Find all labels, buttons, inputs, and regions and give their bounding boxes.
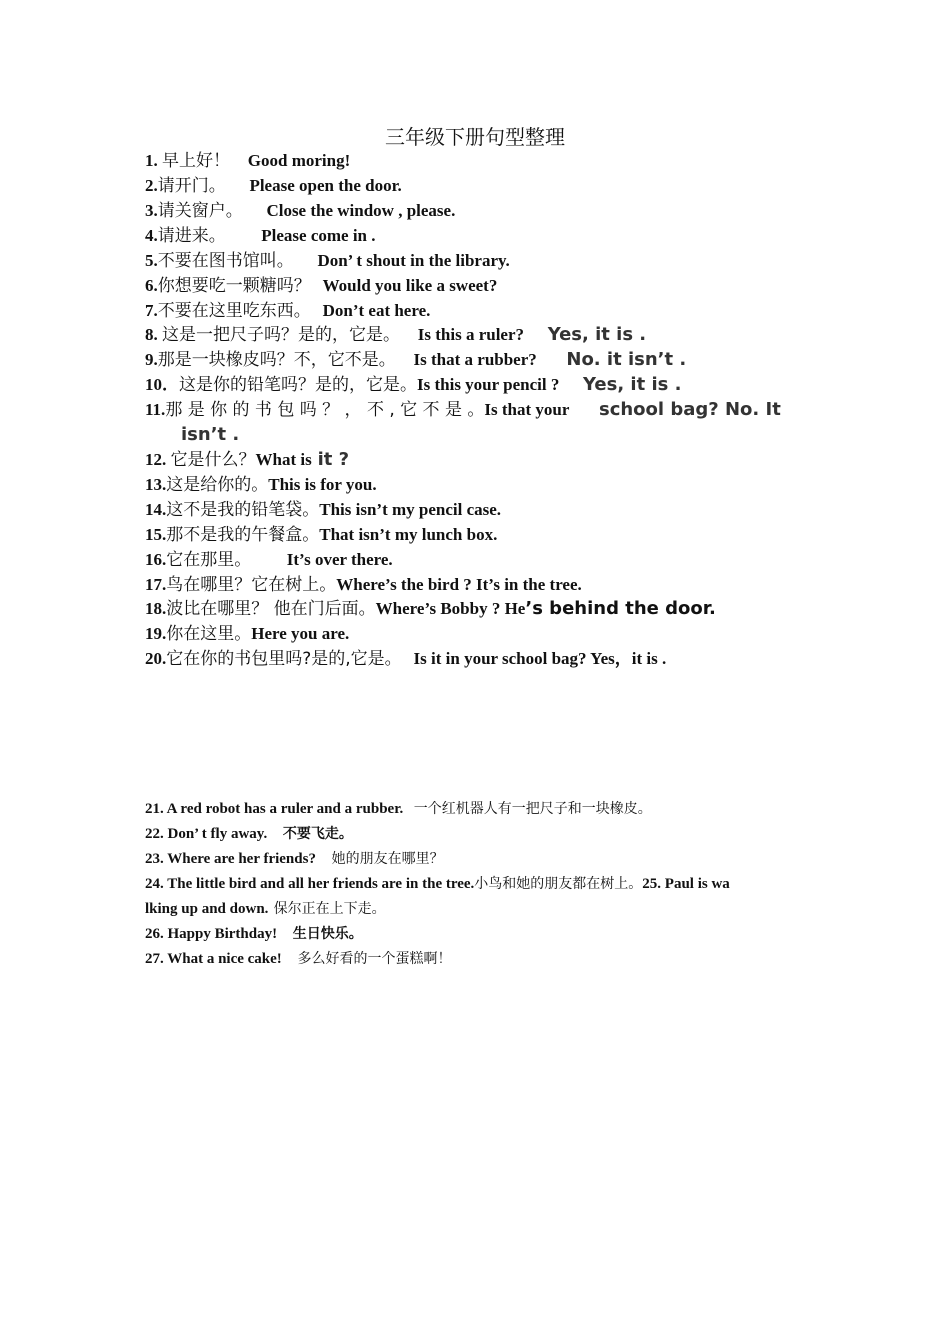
- sentence-27: 27. What a nice cake! 多么好看的一个蛋糕啊！: [145, 951, 452, 967]
- sentence-23: 23. Where are her friends? 她的朋友在哪里？: [145, 851, 444, 867]
- sentence-2: 2.请开门。 Please open the door.: [145, 176, 402, 196]
- sentence-8: 8. 这是一把尺子吗？是的，它是。 Is this a ruler? Yes, it is .: [145, 324, 647, 345]
- sentence-7: 7.不要在这里吃东西。 Don’t eat here.: [145, 301, 431, 321]
- sentence-22: 22. Don’ t fly away. 不要飞走。: [145, 826, 353, 842]
- sentence-11-continued: isn’t .: [181, 424, 240, 445]
- sentence-26: 26. Happy Birthday! 生日快乐。: [145, 926, 363, 942]
- sentence-10: 10．这是你的铅笔吗？是的，它是。Is this your pencil ? Yes, it is .: [145, 374, 682, 395]
- sentence-24-25: 24. The little bird and all her friends are in the tree.小鸟和她的朋友都在树上。25. Paul is wa: [145, 876, 730, 892]
- sentence-21: 21. A red robot has a ruler and a rubber. 一个红机器人有一把尺子和一块橡皮。: [145, 801, 652, 817]
- sentence-4: 4.请进来。 Please come in .: [145, 226, 376, 246]
- sentence-15: 15.那不是我的午餐盒。That isn’t my lunch box.: [145, 525, 498, 545]
- sentence-6: 6.你想要吃一颗糖吗？ Would you like a sweet?: [145, 276, 498, 296]
- sentence-19: 19.你在这里。Here you are.: [145, 624, 350, 644]
- sentence-9: 9.那是一块橡皮吗？不，它不是。 Is that a rubber? No. it isn’t .: [145, 349, 687, 370]
- sentence-5: 5.不要在图书馆叫。 Don’ t shout in the library.: [145, 251, 510, 271]
- sentence-12: 12. 它是什么？What is it ?: [145, 449, 350, 470]
- sentence-3: 3.请关窗户。 Close the window , please.: [145, 201, 456, 221]
- sentence-16: 16.它在那里。 It’s over there.: [145, 550, 393, 570]
- sentence-25-continued: lking up and down. 保尔正在上下走。: [145, 901, 386, 917]
- sentence-1: 1. 早上好！ Good moring!: [145, 151, 351, 171]
- sentence-13: 13.这是给你的。This is for you.: [145, 475, 377, 495]
- sentence-20: 20.它在你的书包里吗?是的,它是。 Is it in your school bag? Yes，it is .: [145, 649, 667, 669]
- sentence-18: 18.波比在哪里？ 他在门后面。Where’s Bobby ? He’s behind the door.: [145, 598, 716, 619]
- document-title: 三年级下册句型整理: [385, 125, 565, 149]
- sentence-14: 14.这不是我的铅笔袋。This isn’t my pencil case.: [145, 500, 502, 520]
- sentence-17: 17.鸟在哪里？它在树上。Where’s the bird ? It’s in the tree.: [145, 575, 582, 595]
- sentence-11: 11.那 是 你 的 书 包 吗 ？ ， 不 , 它 不 是 。Is that your school bag? No. It: [145, 399, 781, 420]
